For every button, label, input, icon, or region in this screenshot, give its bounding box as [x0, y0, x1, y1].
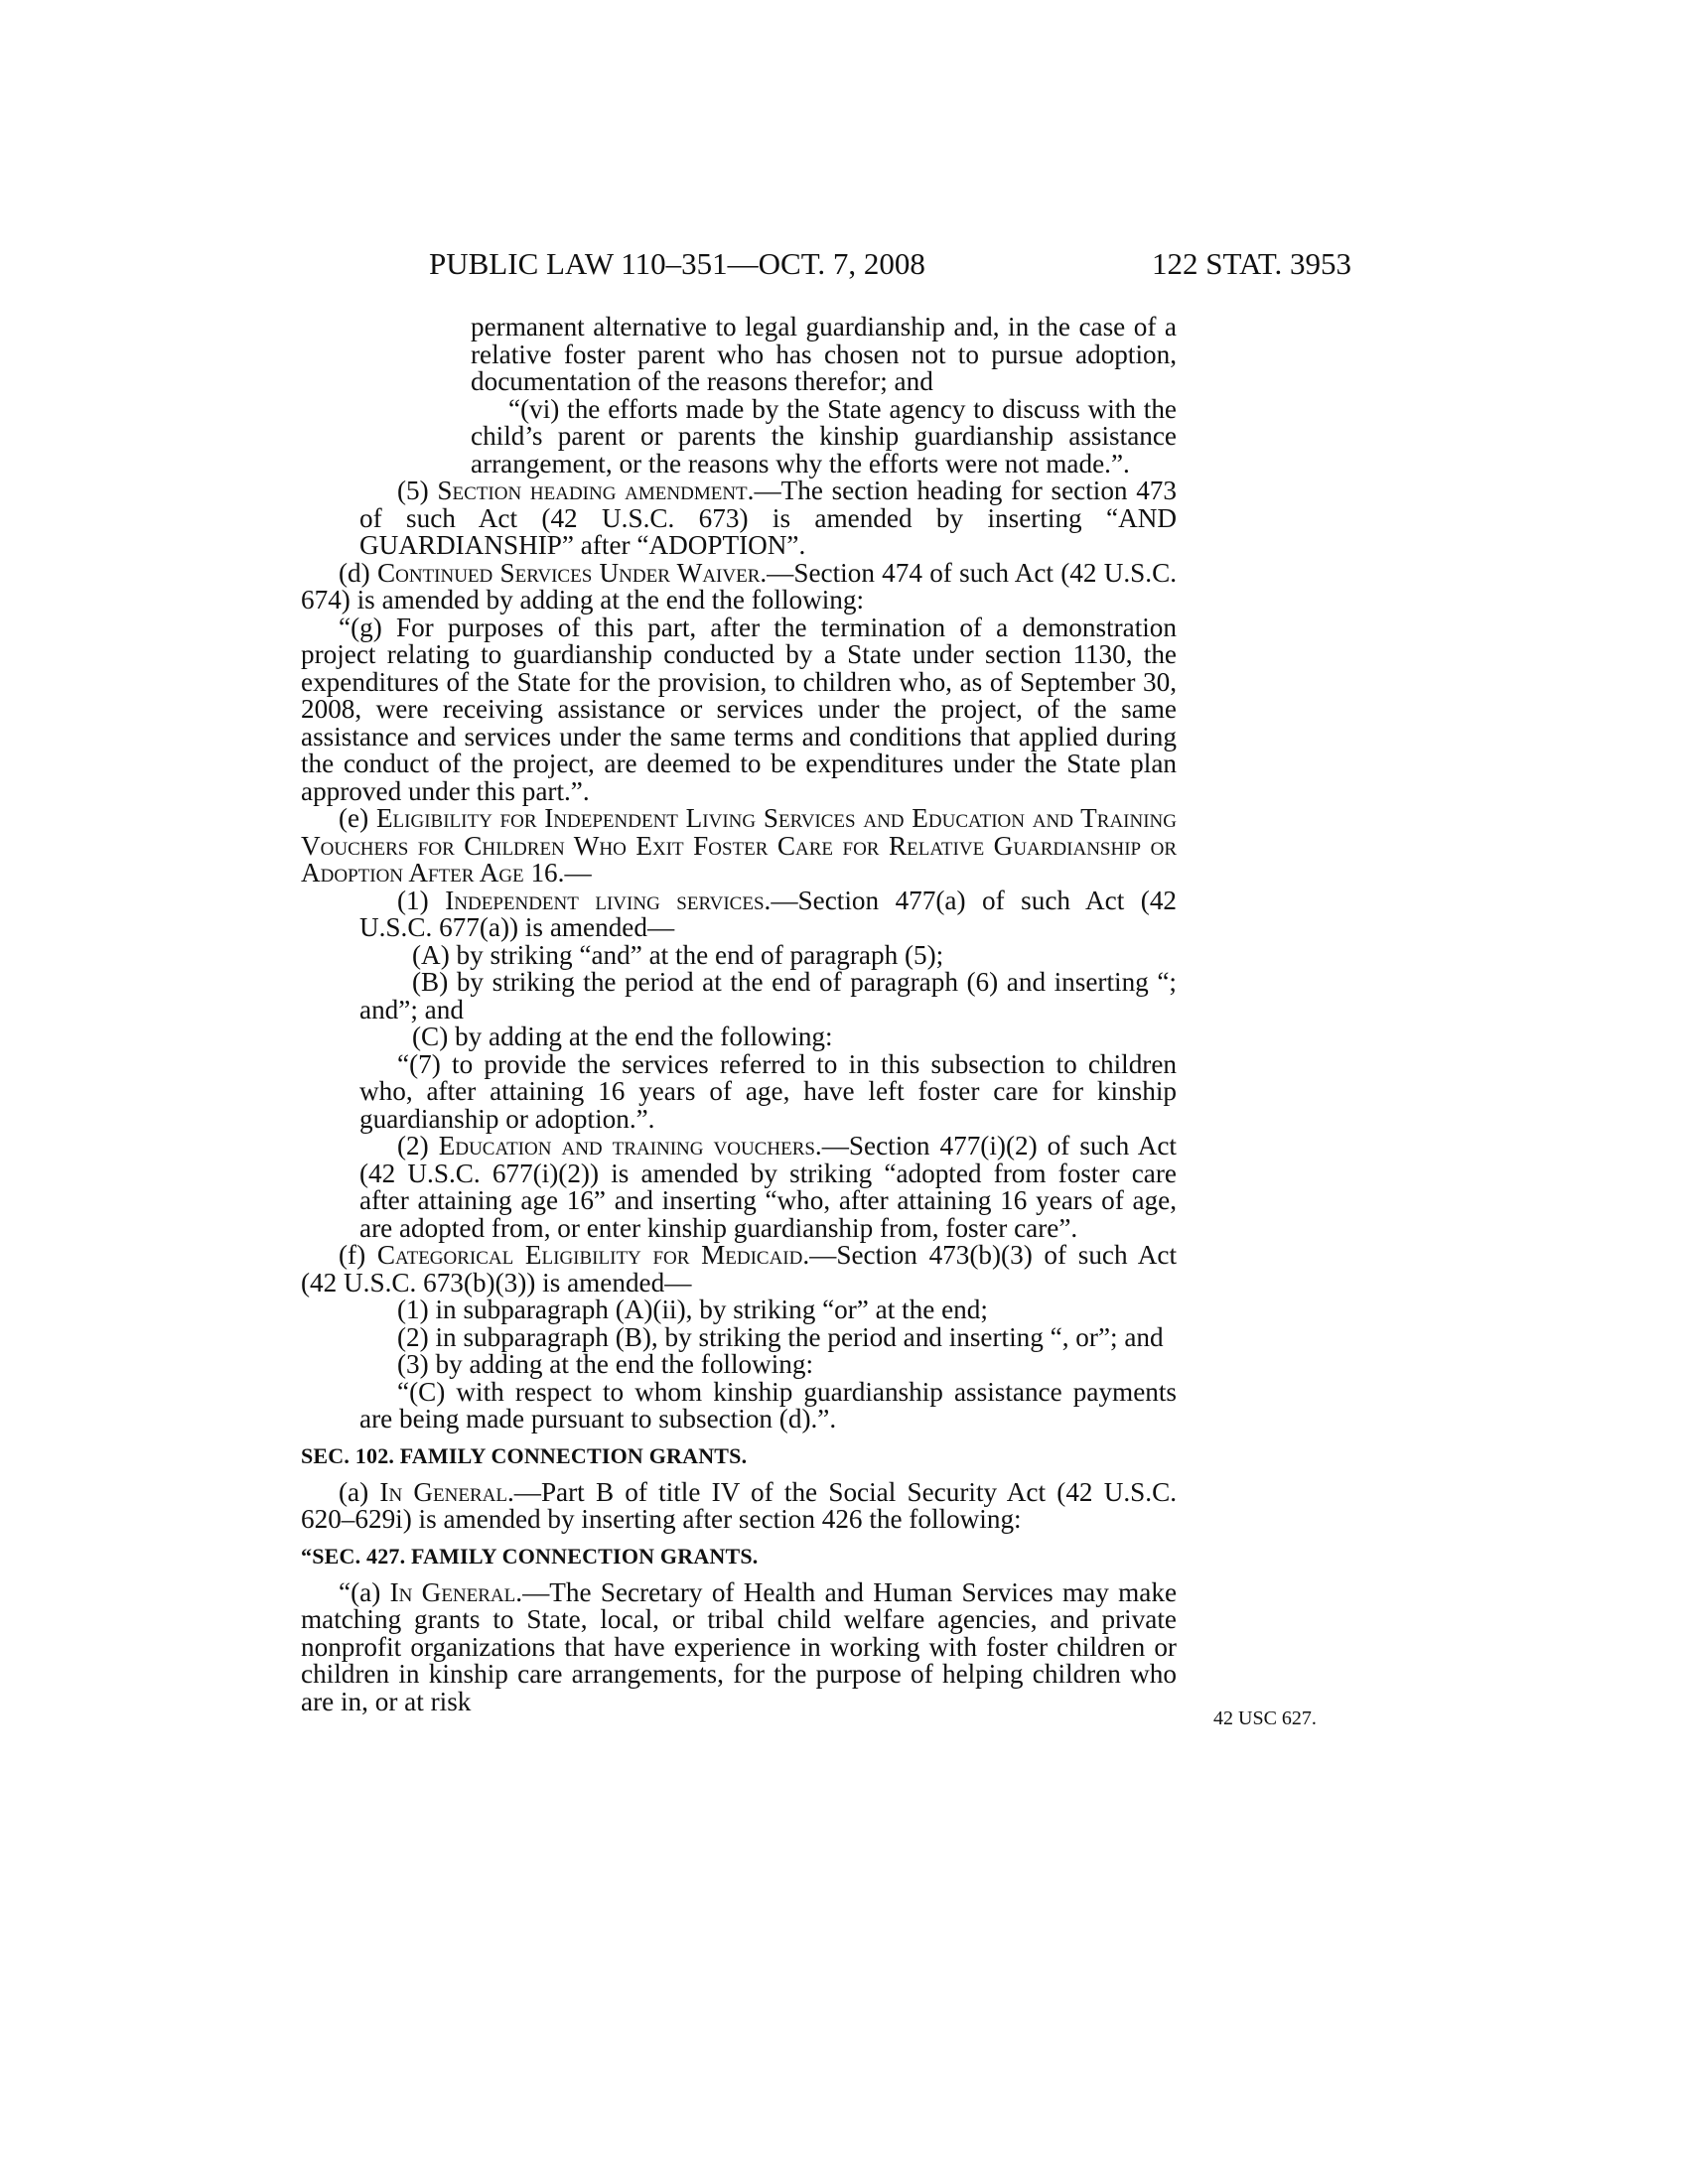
paragraph: (A) by striking “and” at the end of paragraph (5); [412, 939, 944, 970]
paragraph-heading: In General. [379, 1476, 514, 1507]
paragraph-heading: In General. [389, 1576, 523, 1607]
paragraph-number: (e) [339, 803, 376, 833]
running-header-law: PUBLIC LAW 110–351—OCT. 7, 2008 [429, 246, 925, 281]
paragraph-number: (f) [339, 1240, 377, 1270]
paragraph-number: (5) [397, 476, 438, 505]
paragraph-number: (a) [339, 1476, 380, 1507]
paragraph: “(vi) the efforts made by the State agency to discuss with the child’s parent or parents the kinship guardianship assistance arrangement, or the reasons why the efforts were not made.”. [471, 393, 1177, 478]
paragraph [301, 887, 1177, 942]
paragraph-text: —Section 473(b)(3) of such Act (42 U.S.C. 673(b)(3)) is amended— [301, 1240, 1178, 1297]
paragraph [301, 805, 1177, 887]
running-header-page: 122 STAT. 3953 [1152, 246, 1352, 281]
section-heading: SEC. 102. FAMILY CONNECTION GRANTS. [301, 1442, 748, 1468]
paragraph-heading: Independent living services. [445, 885, 772, 915]
paragraph-text: —Section 477(i)(2) of such Act (42 U.S.C. 677(i)(2)) is amended by striking “adopted from foster care after attaining age 16” and inserting “who, after attaining 16 years of age, are adopted from, or enter kinship guardianship from, foster care”. [359, 1131, 1177, 1243]
paragraph: (3) by adding at the end the following: [397, 1349, 814, 1379]
text-column [301, 314, 1177, 1715]
paragraph-text: —Section 477(a) of such Act (42 U.S.C. 677(a)) is amended— [359, 885, 1178, 942]
paragraph: permanent alternative to legal guardianship and, in the case of a relative foster parent who has chosen not to pursue adoption, documentation of the reasons therefor; and [471, 312, 1177, 396]
paragraph [301, 1133, 1177, 1242]
paragraph-heading: Categorical Eligibility for Medicaid. [376, 1240, 810, 1270]
paragraph-text: —The section heading for section 473 of such Act (42 U.S.C. 673) is amended by inserting “AND GUARDIANSHIP” after “ADOPTION”. [359, 476, 1177, 560]
paragraph: (2) in subparagraph (B), by striking the period and inserting “, or”; and [397, 1321, 1164, 1352]
paragraph: “(g) For purposes of this part, after the termination of a demonstration project relating to guardianship conducted by a State under section 1130, the expenditures of the State for the provision, to children who, as of September 30, 2008, were receiving assistance or services under the project, of the same assistance and services under the same terms and conditions that applied during the conduct of the project, are deemed to be expenditures under the State plan approved under this part.”. [301, 612, 1177, 806]
paragraph-heading: Education and training vouchers. [438, 1131, 822, 1160]
paragraph-number: “(a) [339, 1576, 390, 1607]
paragraph-text: — [564, 858, 592, 887]
paragraph [301, 478, 1177, 560]
paragraph-text: —Section 474 of such Act (42 U.S.C. 674) is amended by adding at the end the following: [301, 557, 1178, 614]
margin-note: 42 USC 627. [1213, 1707, 1317, 1729]
section-heading: “SEC. 427. FAMILY CONNECTION GRANTS. [301, 1543, 759, 1569]
paragraph-text: —Part B of title IV of the Social Security Act (42 U.S.C. 620–629i) is amended by inserting after section 426 the following: [301, 1476, 1177, 1534]
paragraph: (1) in subparagraph (A)(ii), by striking “or” at the end; [397, 1295, 988, 1324]
paragraph: (C) by adding at the end the following: [412, 1022, 833, 1051]
paragraph: (B) by striking the period at the end of paragraph (6) and inserting “; and”; and [359, 967, 1177, 1024]
paragraph [301, 1576, 1178, 1716]
paragraph-heading: Continued Services Under Waiver. [376, 557, 768, 588]
paragraph-number: (d) [339, 557, 377, 588]
paragraph [301, 1242, 1177, 1297]
paragraph [301, 1476, 1177, 1534]
paragraph: “(C) with respect to whom kinship guardianship assistance payments are being made pursuant to subsection (d).”. [359, 1376, 1177, 1433]
paragraph-number: (1) [397, 885, 446, 915]
paragraph-heading: Eligibility for Independent Living Services and Education and Training Vouchers for Children Who Exit Foster Care for Relative Guardianship or Adoption After Age 16. [301, 803, 1177, 887]
paragraph-number: (2) [397, 1131, 439, 1160]
paragraph-text: —The Secretary of Health and Human Services may make matching grants to State, local, or tribal child welfare agencies, and private nonprofit organizations that have experience in working with foster children or children in kinship care arrangements, for the purpose of helping children who are in, or at risk [301, 1576, 1178, 1716]
paragraph [301, 557, 1178, 614]
paragraph: “(7) to provide the services referred to in this subsection to children who, after attaining 16 years of age, have left foster care for kinship guardianship or adoption.”. [359, 1048, 1177, 1134]
paragraph-heading: Section heading amendment. [437, 476, 755, 505]
